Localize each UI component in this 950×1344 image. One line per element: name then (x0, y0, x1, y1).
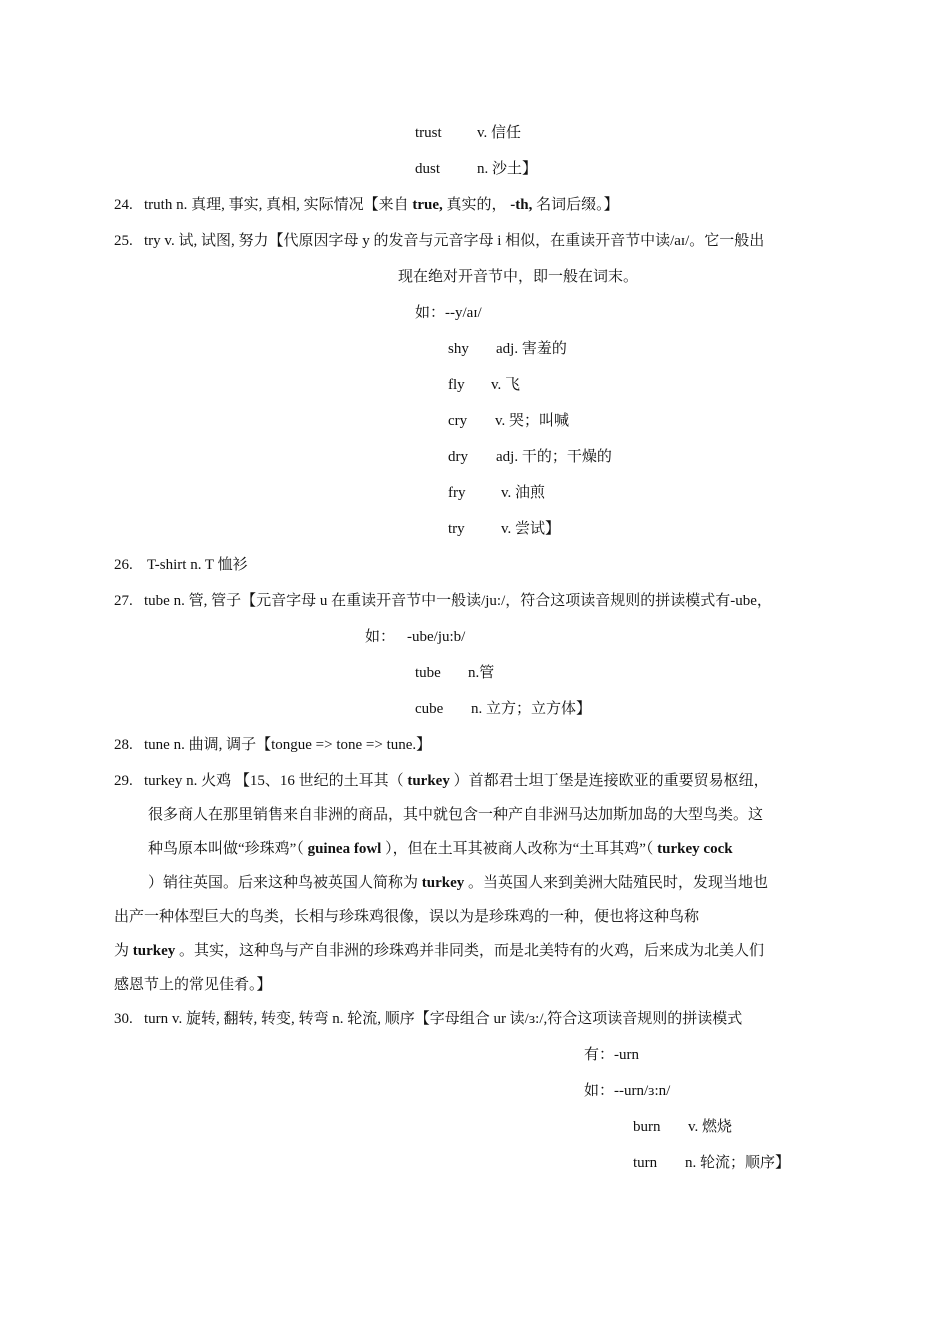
vocab-definition: v. 油煎 (501, 485, 546, 501)
entry-bold-word: -th, (510, 197, 533, 213)
vocab-line-shy (448, 339, 567, 359)
entry-text: try v. 试, 试图, 努力【代原因字母 y 的发音与元音字母 i 相似，在重读开音节中读/aɪ/。它一般出 (144, 233, 765, 249)
entry-25 (114, 231, 764, 251)
entry-29-line-4 (148, 873, 768, 893)
entry-29-line-5: 出产一种体型巨大的鸟类，长相与珍珠鸡很像，误以为是珍珠鸡的一种，便也将这种鸟称 (114, 909, 700, 925)
vocab-word: fly (448, 377, 465, 393)
vocab-definition: v. 燃烧 (688, 1119, 733, 1135)
example-heading: 如：--y/aɪ/ (415, 305, 482, 321)
entry-29-line-2: 很多商人在那里销售来自非洲的商品，其中就包含一种产自非洲马达加斯加岛的大型鸟类。这 (148, 807, 764, 823)
entry-text: ），但在土耳其被商人改称为“土耳其鸡”（ (381, 841, 658, 857)
entry-30-continuation: 有：-urn (584, 1047, 639, 1063)
vocab-word: tube (415, 665, 441, 681)
vocab-line-fry (448, 483, 545, 503)
example-heading (365, 627, 465, 647)
entry-24 (114, 195, 619, 215)
vocab-line-burn (633, 1117, 732, 1137)
entry-text: 为 (114, 943, 133, 959)
entry-bold-word: turkey (407, 773, 450, 789)
example-pattern: -ube/ju:b/ (407, 629, 466, 645)
entry-number: 30. (114, 1011, 133, 1027)
entry-bold-word: turkey (421, 875, 465, 891)
vocab-line-turn (633, 1153, 790, 1173)
vocab-definition: adj. 干的；干燥的 (496, 449, 612, 465)
entry-text: 。当英国人来到美洲大陆殖民时，发现当地也 (464, 875, 769, 891)
entry-30 (114, 1009, 742, 1029)
vocab-word: cry (448, 413, 468, 429)
entry-text: 名词后缀。】 (532, 197, 619, 213)
vocab-definition: n. 轮流；顺序】 (685, 1155, 791, 1171)
vocab-definition: adj. 害羞的 (496, 341, 567, 357)
entry-text: tune n. 曲调, 调子【tongue => tone => tune.】 (144, 737, 432, 753)
entry-number: 25. (114, 233, 133, 249)
vocab-word: dry (448, 449, 468, 465)
entry-text: 真实的， (442, 197, 511, 213)
vocab-definition: v. 尝试】 (501, 521, 561, 537)
vocab-word: dust (415, 161, 441, 177)
entry-bold-word: turkey cock (657, 841, 733, 857)
vocab-word: shy (448, 341, 469, 357)
entry-text: tube n. 管, 管子【元音字母 u 在重读开音节中一般读/ju:/，符合这项读音规则的拼读模式有-ube， (144, 593, 772, 609)
vocab-definition: v. 信任 (477, 125, 522, 141)
vocab-word: trust (415, 125, 442, 141)
example-heading: 如：--urn/ɜ:n/ (584, 1083, 671, 1099)
example-label: 如： (365, 629, 396, 645)
vocab-word: burn (633, 1119, 661, 1135)
vocab-line-fly (448, 375, 520, 395)
entry-text: ）首都君士坦丁堡是连接欧亚的重要贸易枢纽， (449, 773, 769, 789)
vocab-line-try (448, 519, 560, 539)
entry-number: 27. (114, 593, 133, 609)
entry-bold-word: turkey (132, 943, 176, 959)
vocab-line-tube (415, 663, 494, 683)
entry-bold-word: guinea fowl (307, 841, 382, 857)
entry-29 (114, 771, 769, 791)
entry-text: turkey n. 火鸡 【15、16 世纪的土耳其（ (144, 773, 408, 789)
entry-number: 28. (114, 737, 133, 753)
entry-bold-word: true, (412, 197, 443, 213)
entry-text: ）销往英国。后来这种鸟被英国人简称为 (148, 875, 422, 891)
entry-27 (114, 591, 772, 611)
vocab-definition: n. 沙土】 (477, 161, 538, 177)
entry-29-line-6 (114, 941, 764, 961)
entry-text: truth n. 真理, 事实, 真相, 实际情况【来自 (144, 197, 413, 213)
vocab-word: fry (448, 485, 466, 501)
entry-number: 26. (114, 557, 133, 573)
vocab-line-dust (415, 159, 537, 179)
vocab-line-cry (448, 411, 569, 431)
entry-26 (114, 555, 248, 575)
entry-29-line-3 (148, 839, 733, 859)
entry-text: turn v. 旋转, 翻转, 转变, 转弯 n. 轮流, 顺序【字母组合 ur 读/ɜ:/,符合这项读音规则的拼读模式 (144, 1011, 743, 1027)
vocab-definition: v. 哭；叫喊 (495, 413, 570, 429)
vocab-line-trust (415, 123, 521, 143)
vocab-definition: n. 立方；立方体】 (471, 701, 592, 717)
vocab-line-cube (415, 699, 591, 719)
vocab-word: try (448, 521, 465, 537)
entry-text: 种鸟原本叫做“珍珠鸡”（ (148, 841, 308, 857)
entry-number: 29. (114, 773, 133, 789)
vocab-line-dry (448, 447, 612, 467)
entry-number: 24. (114, 197, 133, 213)
vocab-definition: v. 飞 (491, 377, 521, 393)
entry-text: 。其实，这种鸟与产自非洲的珍珠鸡并非同类，而是北美特有的火鸡，后来成为北美人们 (175, 943, 765, 959)
entry-25-continuation: 现在绝对开音节中，即一般在词末。 (398, 269, 639, 285)
entry-29-line-7: 感恩节上的常见佳肴。】 (114, 977, 272, 993)
vocab-word: turn (633, 1155, 658, 1171)
entry-text: T-shirt n. T 恤衫 (147, 557, 248, 573)
entry-28 (114, 735, 431, 755)
vocab-definition: n.管 (468, 665, 495, 681)
vocab-word: cube (415, 701, 444, 717)
